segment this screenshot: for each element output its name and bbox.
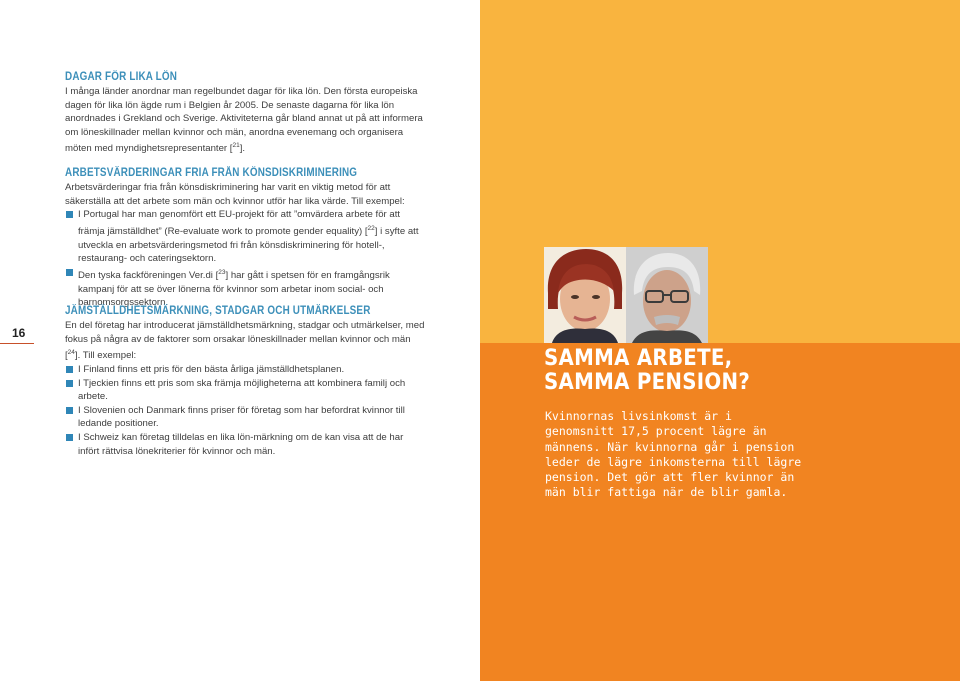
reference: 23 — [218, 268, 226, 276]
list-item: I Tjeckien finns ett pris som ska främja möjligheterna att kombinera familj och arbete. — [65, 377, 425, 404]
section-body: Arbetsvärderingar fria från könsdiskriminering har varit en viktig metod för att säkerställa att det arbete som män och kvinnor utför har lika värde. Till exempel: — [65, 182, 405, 207]
reference: 22 — [367, 224, 375, 232]
section-equal-pay-days — [65, 70, 425, 156]
portrait-man — [626, 247, 708, 343]
bullet-list — [65, 363, 425, 458]
headline: SAMMA ARBETE, SAMMA PENSION? — [544, 346, 751, 395]
list-item: I Schweiz kan företag tilldelas en lika lön-märkning om de kan visa att de har infört rättvisa lönekriterier för kvinnor och män. — [65, 431, 425, 458]
square-bullet-icon — [66, 380, 73, 387]
section-heading: DAGAR FÖR LIKA LÖN — [65, 71, 178, 83]
list-item: Den tyska fackföreningen Ver.di [$^{23}$] har gått i spetsen för en framgångsrik kampanj för att se över lönerna för kvinnor som arbetar inom social- och barnomsorgssektorn. — [65, 266, 425, 310]
section-job-evaluation — [65, 166, 425, 310]
section-heading: JÄMSTÄLLDHETSMÄRKNING, STADGAR OCH UTMÄRKELSER — [65, 305, 371, 317]
section-body: I många länder anordnar man regelbundet dagar för lika lön. Den första europeiska dagen för lika lön ägde rum i Belgien år 2005. De senaste dagarna för lika lön anordnades i Grekland och Sverige. Aktiviteterna går bland annat ut på att informera om löneskillnader mellan kvinnor och män, anordna evenemang och organisera möten med myndighetsrepresentanter [$^{21}$]. — [65, 86, 423, 155]
section-heading: ARBETSVÄRDERINGAR FRIA FRÅN KÖNSDISKRIMINERING — [65, 167, 358, 179]
right-page — [480, 0, 960, 681]
square-bullet-icon — [66, 211, 73, 218]
page-number: 16 — [0, 326, 34, 344]
portrait-photos — [544, 247, 708, 343]
square-bullet-icon — [66, 434, 73, 441]
reference: 24 — [67, 349, 75, 357]
bullet-list — [65, 208, 425, 310]
portrait-woman — [544, 247, 626, 343]
square-bullet-icon — [66, 407, 73, 414]
list-item: I Portugal har man genomfört ett EU-projekt för att ”omvärdera arbete för att främja jämställdhet” (Re-evaluate work to promote gender equality) [$^{22}$] i syfte att utveckla en arbetsvärderingsmetod fri från könsdiskriminering för hotell-, restaurang- och cateringsektorn. — [65, 208, 425, 266]
section-body: En del företag har introducerat jämställdhetsmärkning, stadgar och utmärkelser, med fokus på några av de faktorer som orsakar löneskillnader mellan kvinnor och män [$^{24}$]. Till exempel: — [65, 320, 425, 362]
reference: 21 — [232, 142, 240, 150]
section-equality-labels — [65, 304, 425, 458]
list-item: I Finland finns ett pris för den bästa årliga jämställdhetsplanen. — [65, 363, 425, 377]
tagline: Kvinnornas livsinkomst är i genomsnitt 17,5 procent lägre än männens. När kvinnorna går i pension leder de lägre inkomsterna till lägre pension. Det gör att fler kvinnor än män blir fattiga när de blir gamla. — [545, 409, 802, 500]
list-item: I Slovenien och Danmark finns priser för företag som har befordrat kvinnor till ledande positioner. — [65, 404, 425, 431]
square-bullet-icon — [66, 366, 73, 373]
square-bullet-icon — [66, 269, 73, 276]
